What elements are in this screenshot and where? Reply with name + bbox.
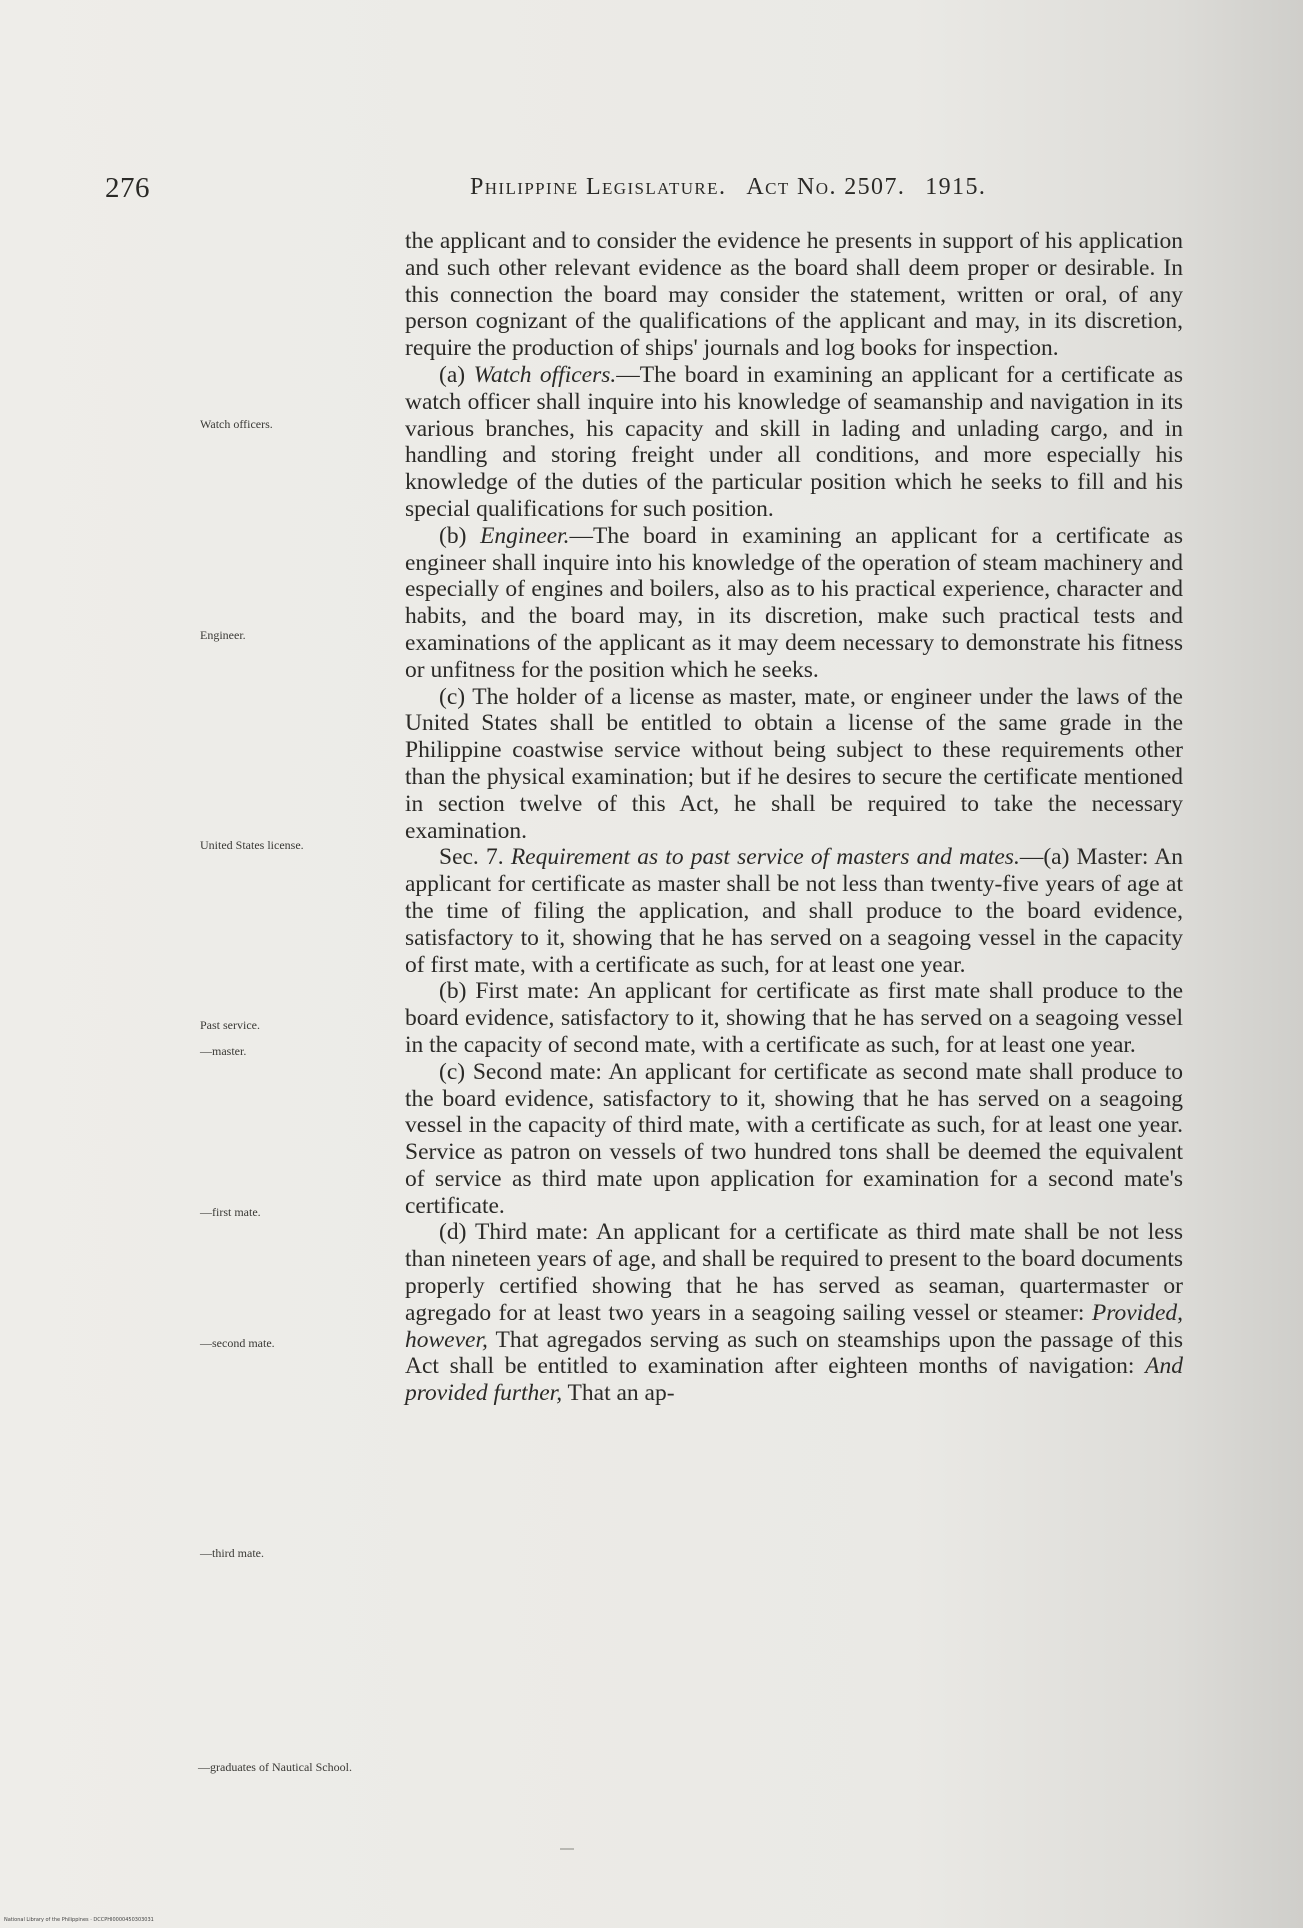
clause-text-watch-officers: —The board in examining an applicant for a certificate as watch officer shall inquire into his knowledge of seamanship and navigation in its various branches, his capacity and skill in lading and unlading cargo, and in handling and storing freight under all conditions, and more especially his knowledge of the duties of the particular position which he seeks to fill and his special qualifications for such position.	[405, 361, 1184, 522]
section-heading: Requirement as to past service of masters and mates.	[510, 844, 1020, 871]
third-mate-text-3: That an ap-	[567, 1380, 675, 1407]
proviso-however: Provided, however,	[405, 1299, 1184, 1353]
library-credit: National Library of the Philippines · DCCPHI0000450303031	[4, 1917, 154, 1923]
margin-note-first-mate: —first mate.	[200, 1205, 261, 1219]
act-number: Act No. 2507.	[746, 174, 906, 200]
paragraph-third-mate	[405, 1219, 1183, 1407]
clause-text-engineer: —The board in examining an applicant for a certificate as engineer shall inquire into his knowledge of the operation of steam machinery and especially of engines and boilers, also as to his practical experience, character and habits, and the board may, in its discretion, make such practical tests and examinations of the applicant as it may deem necessary to demonstrate his fitness or unfitness for the position which he seeks.	[405, 522, 1184, 683]
page-number: 276	[105, 172, 150, 204]
margin-note-master: —master.	[200, 1044, 247, 1058]
running-head	[470, 174, 986, 201]
third-mate-text-2: That agregados serving as such on steamships upon the passage of this Act shall be entitled to examination after eighteen months of navigation:	[405, 1326, 1183, 1380]
paragraph-section-7	[405, 844, 1183, 978]
margin-note-engineer: Engineer.	[200, 628, 246, 642]
act-year: 1915.	[925, 174, 987, 200]
clause-heading-engineer: Engineer.	[480, 522, 570, 549]
paragraph-first-mate: (b) First mate: An applicant for certificate as first mate shall produce to the board evidence, satisfactory to it, showing that he has served on a seagoing vessel in the capacity of second mate, with a certificate as such, for at least one year.	[405, 978, 1183, 1058]
paragraph-continuation: the applicant and to consider the evidence he presents in support of his application and such other relevant evidence as the board shall deem proper or desirable. In this connection the board may consider the statement, written or oral, of any person cognizant of the qualifications of the applicant and may, in its discretion, require the production of ships' journals and log books for inspection.	[405, 228, 1183, 362]
paragraph-watch-officers	[405, 362, 1183, 523]
paragraph-united-states-license: (c) The holder of a license as master, mate, or engineer under the laws of the United States shall be entitled to obtain a license of the same grade in the Philippine coastwise service without being subject to these requirements other than the physical examination; but if he desires to secure the certificate mentioned in section twelve of this Act, he shall be required to take the necessary examination.	[405, 683, 1183, 844]
margin-note-past-service: Past service.	[200, 1018, 260, 1032]
section-number: Sec. 7.	[439, 844, 504, 871]
margin-note-watch-officers: Watch officers.	[200, 417, 273, 431]
act-body-text	[405, 228, 1183, 1407]
clause-label-a: (a)	[439, 361, 466, 388]
margin-note-graduates-nautical-school: —graduates of Nautical School.	[198, 1760, 352, 1774]
clause-heading-watch-officers: Watch officers.	[473, 361, 617, 388]
proviso-further: And provided further,	[405, 1353, 1184, 1407]
paragraph-second-mate: (c) Second mate: An applicant for certificate as second mate shall produce to the board evidence, satisfactory to it, showing that he has served on a seagoing vessel in the capacity of third mate, with a certificate as such, for at least one year. Service as patron on vessels of two hundred tons shall be deemed the equivalent of service as third mate upon application for examination for a second mate's certificate.	[405, 1058, 1183, 1219]
section-text-master: —(a) Master: An applicant for certificate as master shall be not less than twenty-five years of age at the time of filing the application, and shall produce to the board evidence, satisfactory to it, showing that he has served on a seagoing vessel in the capacity of first mate, with a certificate as such, for at least one year.	[405, 844, 1184, 978]
margin-note-second-mate: —second mate.	[200, 1336, 275, 1350]
margin-note-third-mate: —third mate.	[200, 1546, 264, 1560]
scan-mark	[560, 1848, 574, 1850]
legislature-title: Philippine Legislature.	[470, 174, 727, 200]
paragraph-engineer	[405, 523, 1183, 684]
third-mate-text-1: (d) Third mate: An applicant for a certificate as third mate shall be not less than nineteen years of age, and shall be required to present to the board documents properly certified showing that he has served as seaman, quartermaster or agregado for at least two years in a seagoing sailing vessel or steamer:	[405, 1219, 1183, 1326]
margin-note-united-states-license: United States license.	[200, 838, 304, 852]
clause-label-b: (b)	[439, 522, 467, 549]
